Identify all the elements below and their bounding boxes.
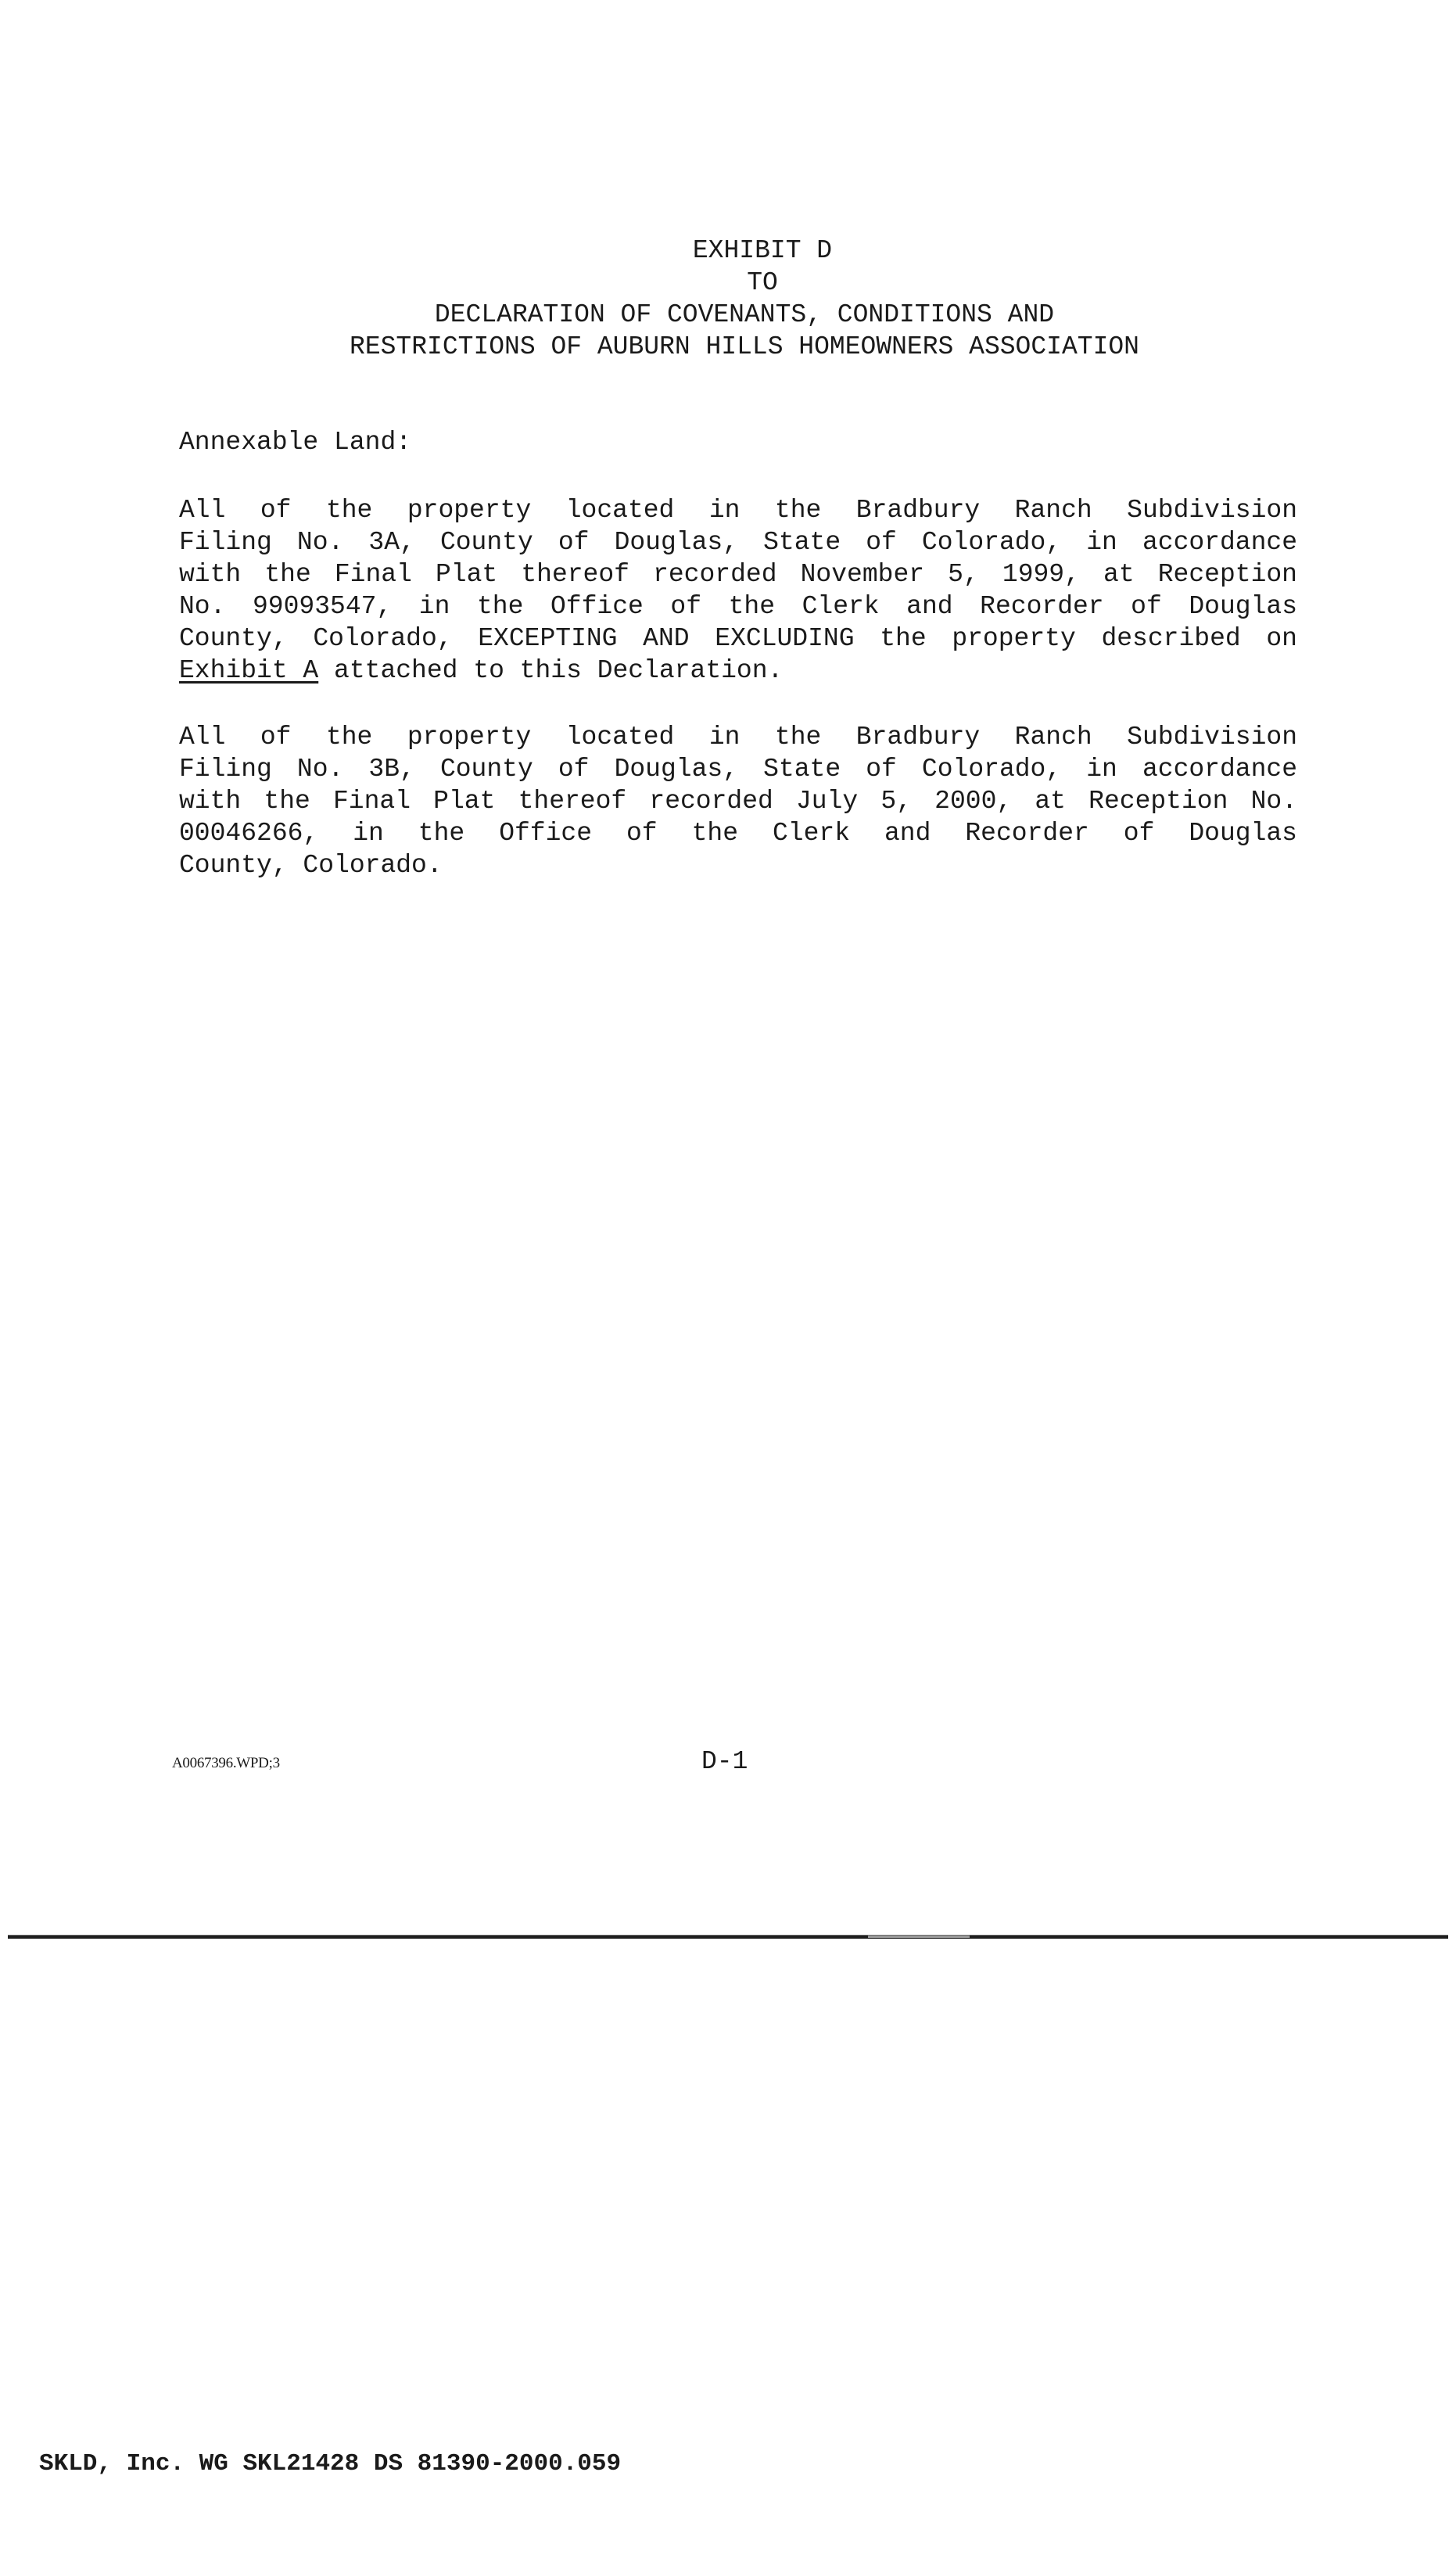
heading-declaration-title-line1: DECLARATION OF COVENANTS, CONDITIONS AND xyxy=(434,300,1055,329)
paragraph-line: County, Colorado, EXCEPTING AND EXCLUDING the property described on xyxy=(179,624,1297,653)
heading-to: TO xyxy=(747,268,778,297)
paragraph-line-tail: attached to this Declaration. xyxy=(318,656,784,685)
paragraph-line: with the Final Plat thereof recorded July 5, 2000, at Reception No. xyxy=(179,787,1297,816)
file-reference: A0067396.WPD;3 xyxy=(172,1755,280,1771)
paragraph-line-last xyxy=(179,655,1297,687)
paragraph-line: Filing No. 3A, County of Douglas, State of Colorado, in accordance xyxy=(179,528,1297,557)
paragraph-line: Filing No. 3B, County of Douglas, State of Colorado, in accordance xyxy=(179,755,1297,784)
section-label-annexable-land: Annexable Land: xyxy=(179,428,412,457)
paragraph-line: 00046266, in the Office of the Clerk and Recorder of Douglas xyxy=(179,819,1297,848)
paragraph-line: All of the property located in the Bradbury Ranch Subdivision xyxy=(179,723,1297,752)
paragraph-line: No. 99093547, in the Office of the Clerk and Recorder of Douglas xyxy=(179,592,1297,621)
paragraph-line-last: County, Colorado. xyxy=(179,851,443,880)
page-number: D-1 xyxy=(701,1747,748,1776)
paragraph-line: All of the property located in the Bradbury Ranch Subdivision xyxy=(179,496,1297,525)
paragraph-line: with the Final Plat thereof recorded November 5, 1999, at Reception xyxy=(179,560,1297,589)
document-identifier: SKLD, Inc. WG SKL21428 DS 81390-2000.059 xyxy=(39,2450,622,2478)
exhibit-a-reference: Exhibit A xyxy=(179,656,319,685)
heading-exhibit-title: EXHIBIT D xyxy=(692,236,833,265)
property-description-filing-3a xyxy=(179,494,1297,687)
document-heading xyxy=(0,235,1456,363)
page-divider xyxy=(8,1935,1448,1939)
property-description-filing-3b xyxy=(179,721,1297,881)
heading-declaration-title-line2: RESTRICTIONS OF AUBURN HILLS HOMEOWNERS ASSOCIATION xyxy=(350,332,1139,361)
